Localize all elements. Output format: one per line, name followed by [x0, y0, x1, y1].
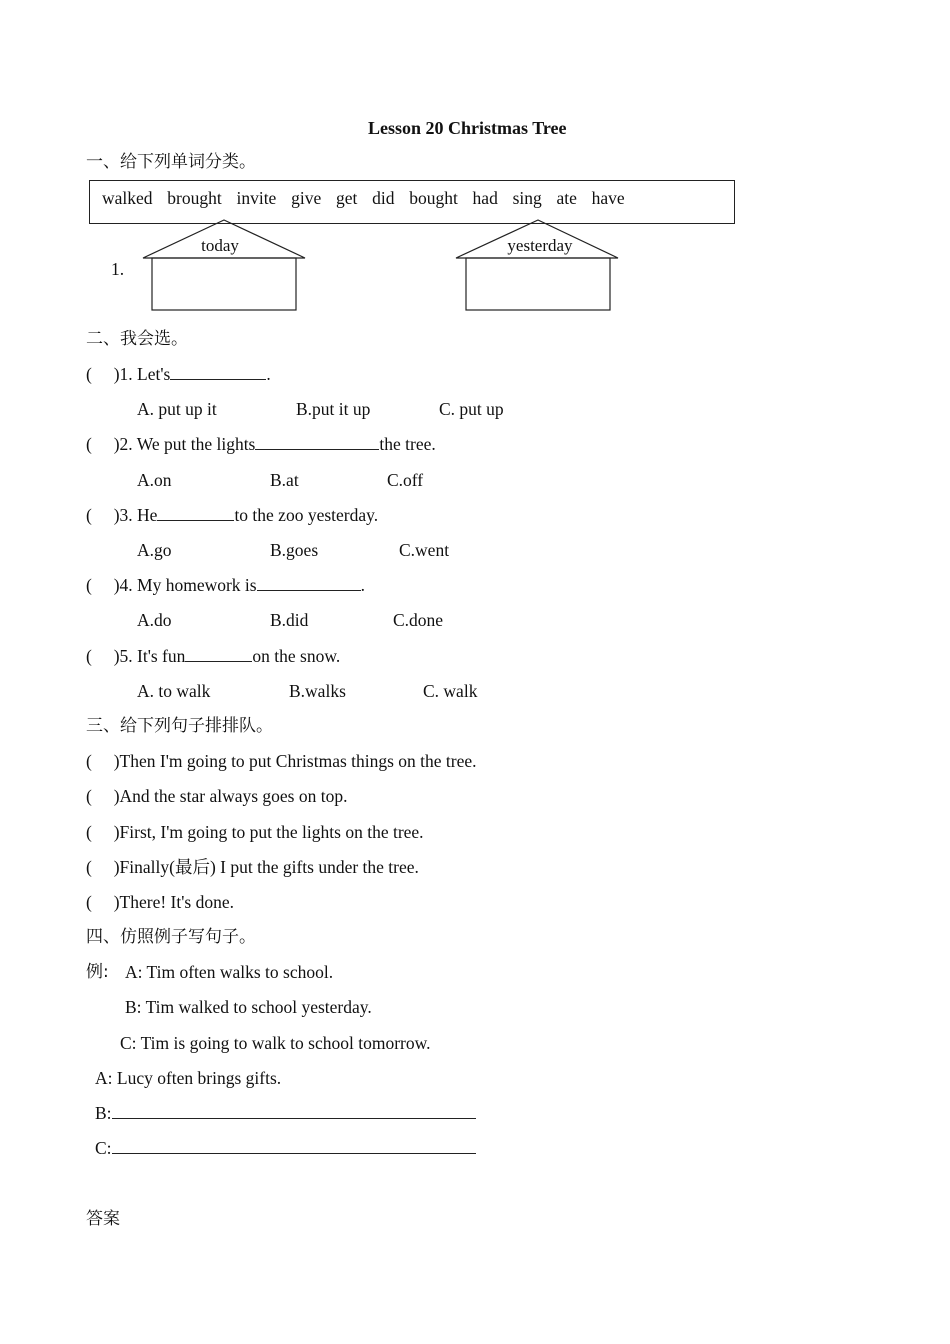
answer-line-b[interactable]	[112, 1103, 476, 1119]
option-c: C.done	[393, 610, 444, 630]
question-stem-end: .	[266, 364, 271, 384]
ordering-sentence: And the star always goes on top.	[119, 786, 348, 806]
option-a: A.go	[137, 540, 172, 560]
order-paren[interactable]: ( )	[86, 892, 120, 912]
fill-blank[interactable]	[157, 505, 234, 521]
word-bank: walked brought invite give get did bought had sing ate have	[102, 188, 625, 208]
task-line-b	[95, 1102, 476, 1124]
fill-blank[interactable]	[255, 434, 379, 450]
fill-blank[interactable]	[257, 575, 361, 591]
house-yesterday	[456, 220, 618, 310]
section1-heading: 一、给下列单词分类。	[86, 152, 256, 172]
item-number: 1.	[111, 259, 125, 279]
question-stem-end: to the zoo yesterday.	[234, 505, 379, 525]
ordering-sentence: There! It's done.	[119, 892, 234, 912]
question-stem-end: .	[360, 575, 365, 595]
answer-line-c[interactable]	[112, 1138, 476, 1154]
order-paren[interactable]: ( )	[86, 786, 120, 806]
option-b: B.put it up	[296, 399, 371, 419]
question-stem: 3. He	[119, 505, 158, 525]
option-b: B.did	[270, 610, 309, 630]
answer-paren[interactable]: ( )	[86, 575, 120, 595]
option-b: B.at	[270, 470, 299, 490]
question-1	[86, 363, 271, 385]
option-a: A.do	[137, 610, 172, 630]
task-label-c: C:	[95, 1138, 112, 1158]
question-stem-end: the tree.	[379, 434, 436, 454]
ordering-item	[86, 821, 424, 843]
task-label-b: B:	[95, 1103, 112, 1123]
order-paren[interactable]: ( )	[86, 751, 120, 771]
ordering-item	[86, 891, 234, 913]
answer-paren[interactable]: ( )	[86, 505, 120, 525]
option-a: A. to walk	[137, 681, 211, 701]
example-sentence-b: B: Tim walked to school yesterday.	[125, 997, 372, 1017]
page-title: Lesson 20 Christmas Tree	[368, 118, 567, 138]
section4-heading: 四、仿照例子写句子。	[86, 927, 256, 947]
question-stem: 5. It's fun	[119, 646, 186, 666]
fill-blank[interactable]	[185, 646, 252, 662]
question-stem: 1. Let's	[119, 364, 171, 384]
category-houses	[0, 0, 950, 330]
option-c: C.went	[399, 540, 450, 560]
question-3	[86, 504, 378, 526]
answer-paren[interactable]: ( )	[86, 646, 120, 666]
ordering-sentence: Then I'm going to put Christmas things on the tree.	[119, 751, 477, 771]
ordering-sentence: First, I'm going to put the lights on the tree.	[119, 822, 424, 842]
ordering-item	[86, 785, 347, 807]
house-today	[143, 220, 305, 310]
task-sentence-a: A: Lucy often brings gifts.	[95, 1068, 282, 1088]
option-a: A. put up it	[137, 399, 217, 419]
house-label-yesterday: yesterday	[507, 236, 573, 255]
option-c: C.off	[387, 470, 424, 490]
question-5	[86, 645, 340, 667]
option-b: B.goes	[270, 540, 319, 560]
ordering-sentence: Finally(最后) I put the gifts under the tree.	[119, 857, 419, 877]
question-stem: 4. My homework is	[119, 575, 257, 595]
example-sentence-c: C: Tim is going to walk to school tomorrow.	[120, 1033, 431, 1053]
example-label: 例:	[86, 962, 109, 982]
section2-heading: 二、我会选。	[86, 329, 188, 349]
task-line-c	[95, 1137, 476, 1159]
order-paren[interactable]: ( )	[86, 857, 120, 877]
answer-heading: 答案	[86, 1209, 120, 1229]
answer-paren[interactable]: ( )	[86, 364, 120, 384]
option-c: C. walk	[423, 681, 478, 701]
example-sentence-a: A: Tim often walks to school.	[125, 962, 334, 982]
house-label-today: today	[201, 236, 239, 255]
section3-heading: 三、给下列句子排排队。	[86, 716, 273, 736]
ordering-item	[86, 750, 477, 772]
question-4	[86, 574, 365, 596]
option-c: C. put up	[439, 399, 504, 419]
order-paren[interactable]: ( )	[86, 822, 120, 842]
question-2	[86, 433, 436, 455]
option-a: A.on	[137, 470, 172, 490]
question-stem: 2. We put the lights	[119, 434, 256, 454]
answer-paren[interactable]: ( )	[86, 434, 120, 454]
question-stem-end: on the snow.	[252, 646, 341, 666]
option-b: B.walks	[289, 681, 346, 701]
ordering-item	[86, 856, 419, 878]
fill-blank[interactable]	[170, 364, 266, 380]
